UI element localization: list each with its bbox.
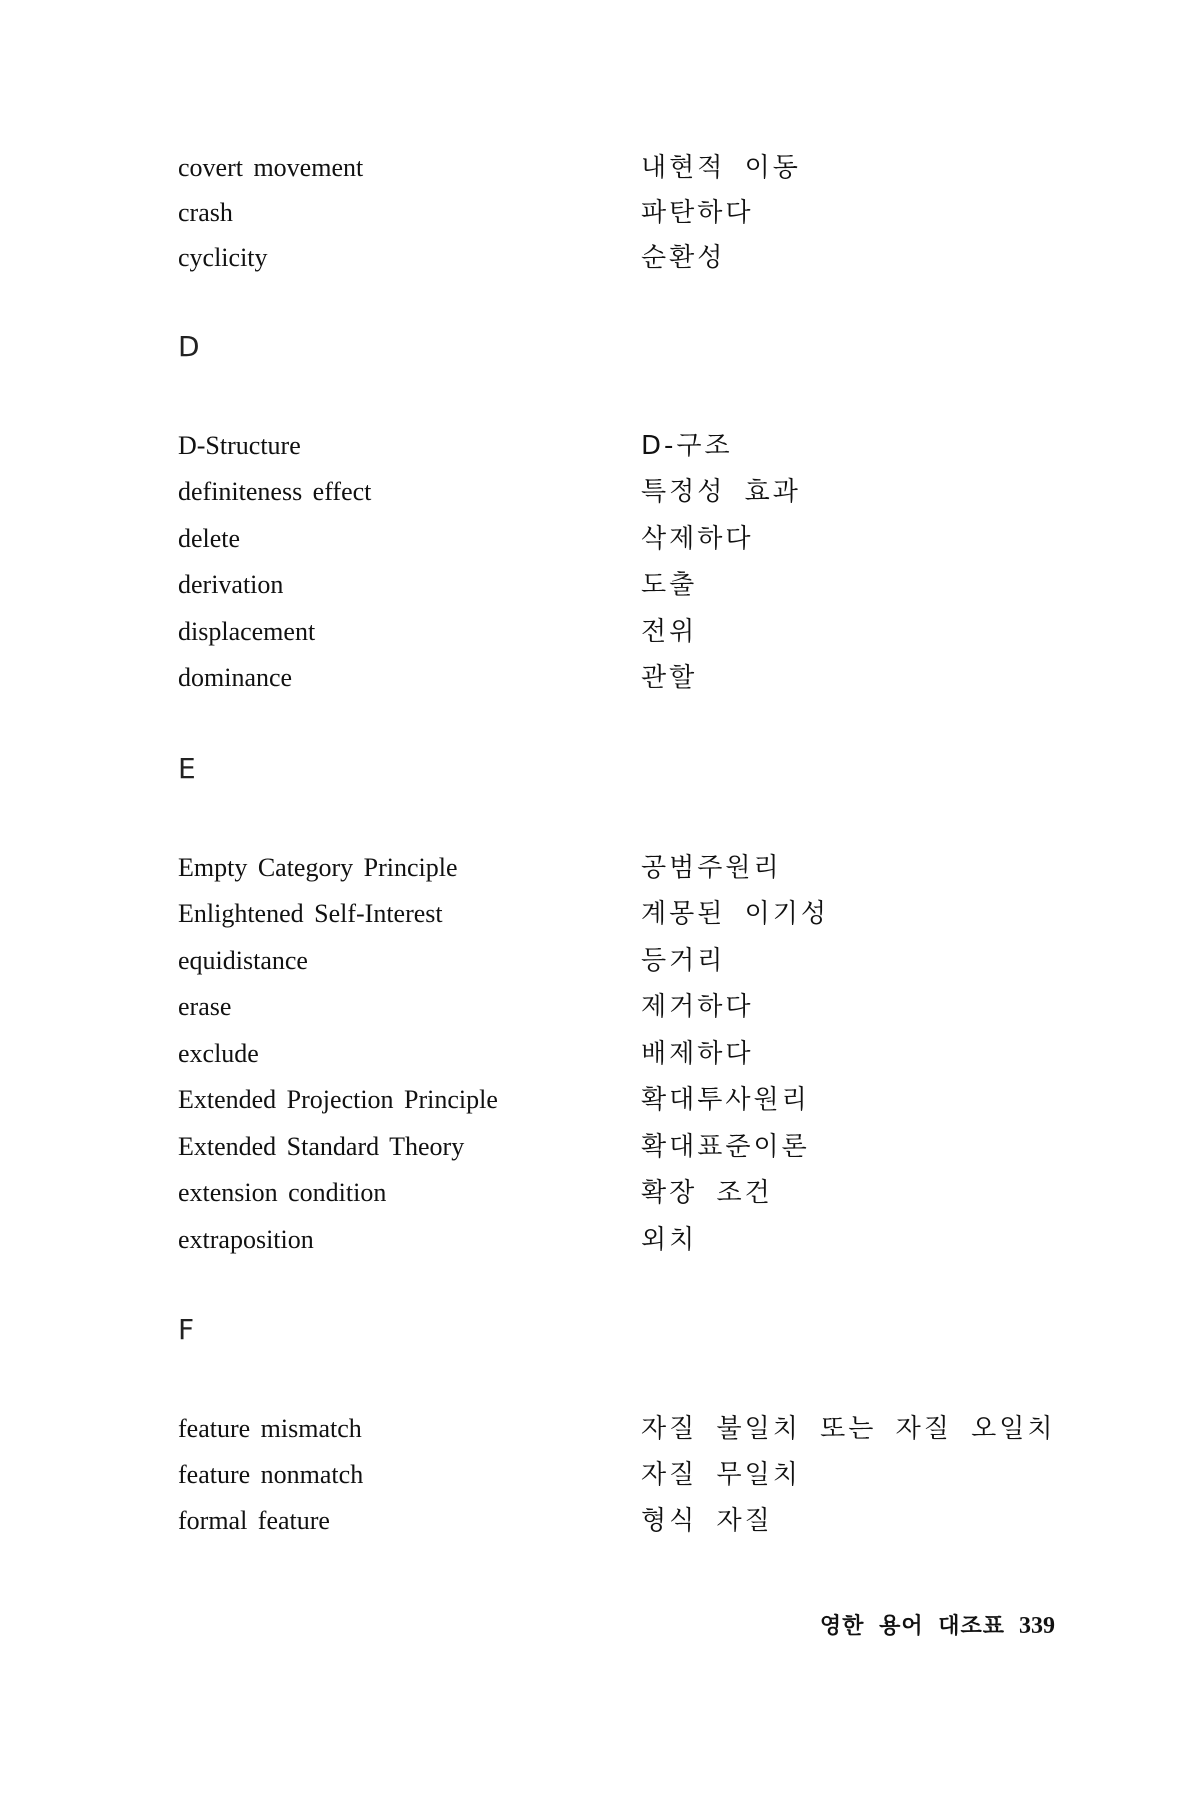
english-term: delete [178, 524, 241, 553]
korean-term: 특정성 효과 [641, 477, 801, 507]
english-term: crash [178, 198, 233, 227]
glossary-entry [0, 148, 1200, 188]
korean-term: 자질 무일치 [641, 1460, 801, 1490]
english-term: Extended Projection Principle [178, 1085, 498, 1114]
glossary-entry [0, 519, 1200, 559]
running-footer-title: 영한 용어 대조표 [819, 1614, 1005, 1639]
glossary-entry [0, 1080, 1200, 1120]
english-term: displacement [178, 617, 316, 646]
english-term: feature nonmatch [178, 1460, 364, 1489]
english-term: extension condition [178, 1178, 387, 1207]
section-letter: E [178, 752, 196, 785]
korean-term: 공범주원리 [641, 853, 782, 883]
korean-term: 삭제하다 [641, 524, 754, 554]
glossary-entry [0, 658, 1200, 698]
english-term: Empty Category Principle [178, 853, 458, 882]
glossary-entry [0, 1501, 1200, 1541]
english-term: derivation [178, 570, 284, 599]
korean-term: 형식 자질 [641, 1506, 773, 1536]
korean-term: 내현적 이동 [641, 153, 801, 183]
english-term: Enlightened Self-Interest [178, 899, 443, 928]
english-term: exclude [178, 1039, 259, 1068]
english-term: feature mismatch [178, 1414, 362, 1443]
english-term: definiteness effect [178, 477, 372, 506]
english-term: formal feature [178, 1506, 330, 1535]
glossary-entry [0, 894, 1200, 934]
korean-term: 파탄하다 [641, 198, 754, 228]
korean-term: 배제하다 [641, 1039, 754, 1069]
glossary-entry [0, 1220, 1200, 1260]
english-term: Extended Standard Theory [178, 1132, 465, 1161]
korean-term: 도출 [641, 570, 698, 600]
glossary-entry [0, 1455, 1200, 1495]
glossary-entry [0, 848, 1200, 888]
glossary-entry [0, 565, 1200, 605]
korean-term: 계몽된 이기성 [641, 899, 829, 929]
korean-term: 외치 [641, 1225, 698, 1255]
korean-term: 관할 [641, 663, 698, 693]
glossary-entry [0, 1034, 1200, 1074]
korean-term: 자질 불일치 또는 자질 오일치 [641, 1414, 1056, 1444]
english-term: D-Structure [178, 431, 301, 460]
section-letter: D [178, 330, 200, 363]
glossary-entry [0, 941, 1200, 981]
english-term: dominance [178, 663, 293, 692]
glossary-entry [0, 1173, 1200, 1213]
english-term: extraposition [178, 1225, 314, 1254]
glossary-entry [0, 238, 1200, 278]
section-letter: F [178, 1313, 195, 1346]
korean-term: 순환성 [641, 243, 726, 273]
glossary-entry [0, 1127, 1200, 1167]
glossary-entry [0, 987, 1200, 1027]
glossary-entry [0, 1409, 1200, 1449]
korean-term: D-구조 [641, 431, 733, 461]
glossary-entry [0, 612, 1200, 652]
english-term: cyclicity [178, 243, 268, 272]
page-footer [800, 1609, 1055, 1640]
english-term: covert movement [178, 153, 364, 182]
korean-term: 전위 [641, 617, 698, 647]
korean-term: 확대투사원리 [641, 1085, 810, 1115]
korean-term: 확장 조건 [641, 1178, 773, 1208]
glossary-entry [0, 426, 1200, 466]
page-number: 339 [1019, 1613, 1055, 1639]
english-term: erase [178, 992, 232, 1021]
korean-term: 확대표준이론 [641, 1132, 810, 1162]
korean-term: 등거리 [641, 946, 726, 976]
english-term: equidistance [178, 946, 308, 975]
glossary-entry [0, 472, 1200, 512]
korean-term: 제거하다 [641, 992, 754, 1022]
glossary-entry [0, 193, 1200, 233]
